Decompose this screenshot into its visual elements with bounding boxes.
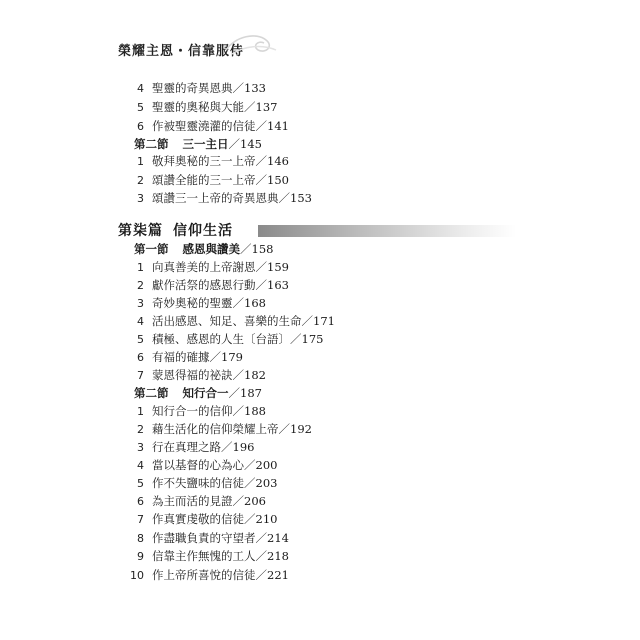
section-title: 感恩與讚美 [182,242,240,256]
entry-number: 5 [137,101,144,114]
entry-number: 5 [137,477,144,490]
entry-number: 4 [137,82,144,95]
entry-text: 當以基督的心為心／200 [152,458,278,472]
entry-text: 作真實虔敬的信徒／210 [152,512,278,526]
section-label: 第二節 [134,137,169,151]
entry-number: 1 [137,405,144,418]
toc-entry[interactable] [128,566,289,584]
entry-text: 為主而活的見證／206 [152,494,266,508]
entry-text: 聖靈的奧秘與大能／137 [152,100,278,114]
part-gradient-bar [258,225,516,237]
section-page: ／187 [228,386,262,400]
entry-number: 9 [137,550,144,563]
section-heading-trinity[interactable] [134,135,262,153]
toc-entry[interactable] [128,348,243,366]
part-title: 信仰生活 [173,223,233,239]
entry-text: 有福的確據／179 [152,350,243,364]
section-label: 第二節 [134,386,169,400]
toc-entry[interactable] [128,474,277,492]
toc-entry[interactable] [128,171,289,189]
entry-number: 7 [137,369,144,382]
toc-entry[interactable] [128,547,289,565]
entry-text: 敬拜奧秘的三一上帝／146 [152,154,289,168]
entry-number: 1 [137,261,144,274]
toc-entry[interactable] [128,420,312,438]
section-page: ／145 [228,137,262,151]
toc-entry[interactable] [128,117,289,135]
running-header: 榮耀主恩・信靠服侍 [118,44,245,59]
entry-number: 2 [137,279,144,292]
entry-text: 頌讚三一上帝的奇異恩典／153 [152,191,312,205]
entry-text: 向真善美的上帝謝恩／159 [152,260,289,274]
part-heading[interactable] [118,221,233,241]
entry-number: 4 [137,315,144,328]
entry-number: 6 [137,351,144,364]
entry-text: 頌讚全能的三一上帝／150 [152,173,289,187]
toc-entry[interactable] [128,438,254,456]
entry-number: 3 [137,192,144,205]
section-title: 知行合一 [182,386,229,400]
toc-entry[interactable] [128,79,266,97]
toc-entry[interactable] [128,456,277,474]
section-title: 三一主日 [182,137,229,151]
entry-text: 獻作活祭的感恩行動／163 [152,278,289,292]
entry-number: 8 [137,532,144,545]
entry-text: 作被聖靈澆灌的信徒／141 [152,119,289,133]
section-page: ／158 [240,242,274,256]
toc-entry[interactable] [128,276,289,294]
entry-text: 信靠主作無愧的工人／218 [152,549,289,563]
toc-entry[interactable] [128,402,266,420]
entry-number: 6 [137,120,144,133]
toc-entry[interactable] [128,312,335,330]
section-label: 第一節 [134,242,169,256]
entry-number: 2 [137,174,144,187]
entry-text: 聖靈的奇異恩典／133 [152,81,266,95]
part-label: 第柒篇 [118,223,163,239]
entry-number: 10 [130,569,144,582]
toc-entry[interactable] [128,330,323,348]
entry-number: 4 [137,459,144,472]
toc-entry[interactable] [128,189,312,207]
entry-text: 知行合一的信仰／188 [152,404,266,418]
entry-text: 作不失鹽味的信徒／203 [152,476,278,490]
toc-entry[interactable] [128,98,277,116]
entry-number: 3 [137,441,144,454]
entry-number: 2 [137,423,144,436]
toc-entry[interactable] [128,366,266,384]
toc-entry[interactable] [128,529,289,547]
section-heading-unity[interactable] [134,384,262,402]
section-heading-thanks[interactable] [134,240,273,258]
entry-text: 蒙恩得福的祕訣／182 [152,368,266,382]
entry-text: 活出感恩、知足、喜樂的生命／171 [152,314,335,328]
entry-number: 5 [137,333,144,346]
toc-entry[interactable] [128,294,266,312]
toc-entry[interactable] [128,492,266,510]
entry-number: 6 [137,495,144,508]
entry-text: 藉生活化的信仰榮耀上帝／192 [152,422,312,436]
toc-entry[interactable] [128,258,289,276]
entry-text: 作上帝所喜悅的信徒／221 [152,568,289,582]
entry-number: 1 [137,155,144,168]
entry-number: 7 [137,513,144,526]
swirl-ornament [222,28,282,58]
entry-number: 3 [137,297,144,310]
entry-text: 積極、感恩的人生〔台語〕／175 [152,332,324,346]
toc-entry[interactable] [128,510,277,528]
entry-text: 行在真理之路／196 [152,440,255,454]
toc-entry[interactable] [128,152,289,170]
entry-text: 作盡職負責的守望者／214 [152,531,289,545]
entry-text: 奇妙奧秘的聖靈／168 [152,296,266,310]
